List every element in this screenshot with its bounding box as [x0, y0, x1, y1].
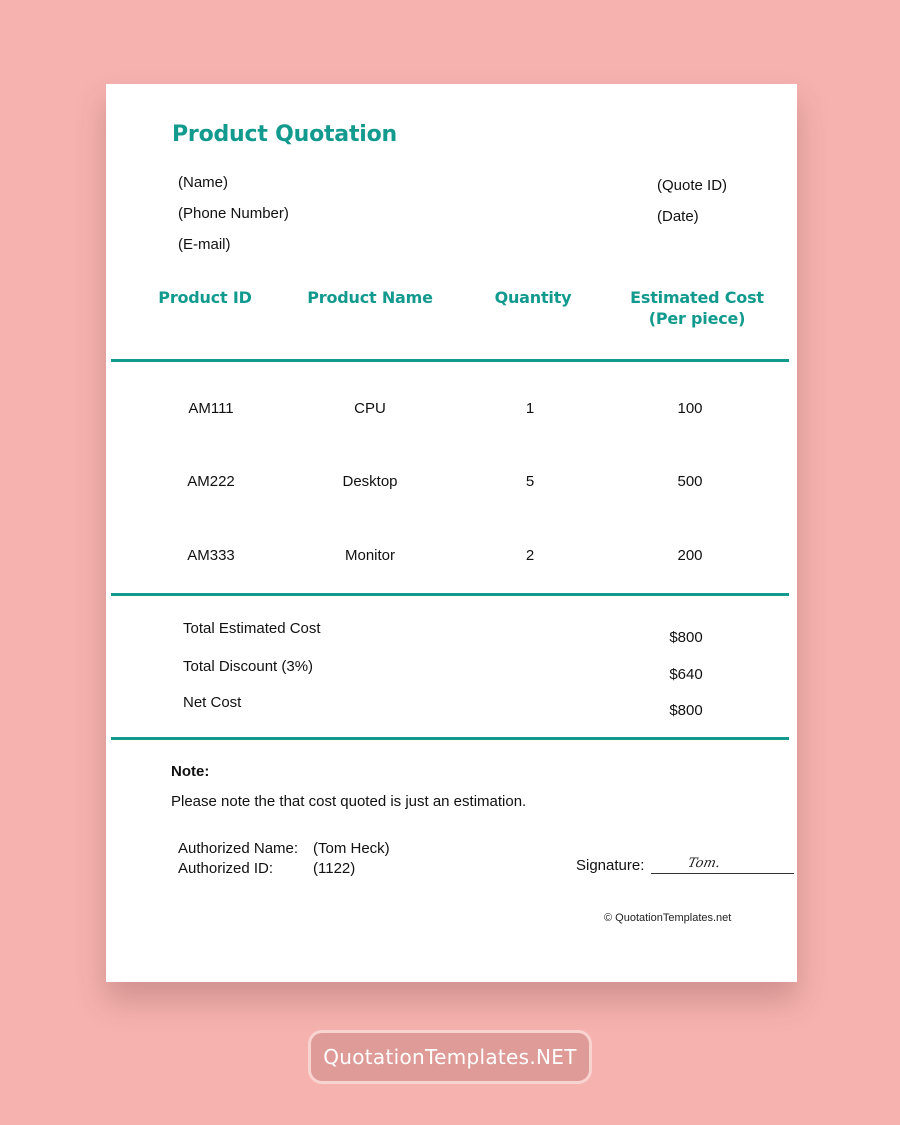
divider-table-end — [111, 593, 789, 596]
cell-product-id: AM111 — [188, 400, 234, 417]
cell-cost: 100 — [677, 400, 703, 417]
cell-quantity: 2 — [525, 547, 535, 564]
total-discount-value: $640 — [669, 666, 703, 683]
signature-line — [651, 873, 794, 874]
cell-product-name: CPU — [354, 400, 386, 417]
customer-name: (Name) — [178, 174, 229, 191]
authorized-id-value: (1122) — [313, 860, 356, 877]
customer-email: (E-mail) — [178, 236, 231, 253]
divider-header — [111, 359, 789, 362]
header-estimated-cost: Estimated Cost (Per piece) — [630, 288, 764, 328]
authorized-id-label: Authorized ID: — [178, 860, 274, 877]
total-estimated-label: Total Estimated Cost — [183, 620, 321, 637]
net-cost-value: $800 — [669, 702, 703, 719]
customer-phone: (Phone Number) — [178, 205, 289, 222]
header-quantity: Quantity — [494, 288, 572, 307]
cell-product-name: Desktop — [342, 473, 398, 490]
net-cost-label: Net Cost — [183, 694, 242, 711]
signature-mark: Tom. — [686, 856, 722, 871]
cell-quantity: 5 — [525, 473, 535, 490]
quotation-document — [106, 84, 797, 982]
quote-id: (Quote ID) — [657, 177, 728, 194]
cell-cost: 200 — [677, 547, 703, 564]
total-estimated-value: $800 — [669, 629, 703, 646]
header-product-id: Product ID — [158, 288, 252, 307]
total-discount-label: Total Discount (3%) — [183, 658, 314, 675]
divider-totals-end — [111, 737, 789, 740]
authorized-name-label: Authorized Name: — [178, 840, 299, 857]
cell-quantity: 1 — [525, 400, 535, 417]
document-title: Product Quotation — [172, 122, 397, 147]
cell-product-name: Monitor — [344, 547, 396, 564]
header-product-name: Product Name — [307, 288, 433, 307]
cell-cost: 500 — [677, 473, 703, 490]
note-text: Please note the that cost quoted is just an estimation. — [171, 793, 527, 810]
signature-label: Signature: — [576, 857, 645, 874]
brand-badge: QuotationTemplates.NET — [308, 1030, 592, 1084]
cell-product-id: AM333 — [187, 547, 235, 564]
cell-product-id: AM222 — [187, 473, 235, 490]
quote-date: (Date) — [657, 208, 699, 225]
note-title: Note: — [171, 763, 210, 780]
authorized-name-value: (Tom Heck) — [313, 840, 390, 857]
copyright-text: © QuotationTemplates.net — [604, 912, 732, 924]
